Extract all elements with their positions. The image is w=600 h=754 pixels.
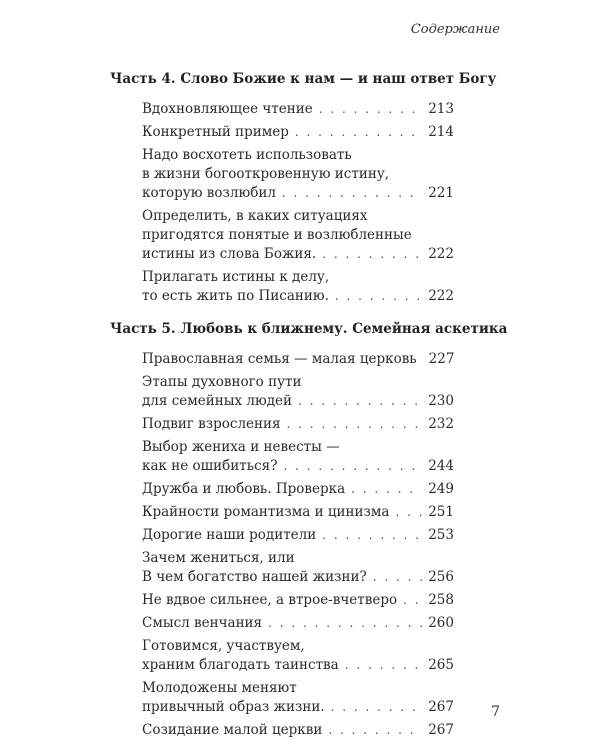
toc-entry xyxy=(142,373,454,411)
dot-leader xyxy=(373,568,423,587)
toc-entry xyxy=(142,637,454,675)
entry-page-number: 265 xyxy=(428,657,454,673)
entry-title-line: привычный образ жизни. xyxy=(142,699,325,715)
toc-entry xyxy=(142,679,454,717)
dot-leader xyxy=(268,614,422,633)
toc-entry xyxy=(142,614,454,633)
entry-page-number: 267 xyxy=(428,722,454,738)
entry-title-line: В чем богатство нашей жизни? xyxy=(142,569,367,585)
entry-page-number: 251 xyxy=(428,504,454,520)
dot-leader xyxy=(328,721,422,740)
entry-last-line xyxy=(142,184,454,203)
entry-page-number: 253 xyxy=(428,527,454,543)
entry-last-line xyxy=(142,350,454,369)
entry-title-line: как не ошибиться? xyxy=(142,458,278,474)
entry-page-number: 244 xyxy=(428,458,454,474)
entry-title-line: Крайности романтизма и цинизма xyxy=(142,504,390,520)
entry-last-line xyxy=(142,526,454,545)
entry-title-line: истины из слова Божия. xyxy=(142,246,317,262)
entry-title-line: Зачем жениться, или xyxy=(142,550,295,566)
dot-leader xyxy=(322,526,422,545)
entry-title-line: Смысл венчания xyxy=(142,615,263,631)
toc-entry xyxy=(142,526,454,545)
toc-part xyxy=(110,320,508,740)
toc-entry-list xyxy=(142,100,454,306)
entry-title-line: то есть жить по Писанию. xyxy=(142,288,329,304)
entry-last-line xyxy=(142,100,454,119)
toc-entry xyxy=(142,415,454,434)
dot-leader xyxy=(283,457,422,476)
toc-entry xyxy=(142,549,454,587)
dot-leader xyxy=(351,480,422,499)
entry-last-line xyxy=(142,721,454,740)
entry-last-line xyxy=(142,614,454,633)
toc-entry xyxy=(142,100,454,119)
entry-last-line xyxy=(142,656,454,675)
entry-last-line xyxy=(142,457,454,476)
entry-page-number: 230 xyxy=(428,393,454,409)
entry-title-line: в жизни богооткровенную истину, xyxy=(142,166,390,182)
toc-entry xyxy=(142,146,454,203)
entry-page-number: 222 xyxy=(428,246,454,262)
dot-leader xyxy=(345,656,423,675)
dot-leader xyxy=(322,245,422,264)
entry-title-line: Созидание малой церкви xyxy=(142,722,323,738)
entry-title-line: Готовимся, участвуем, xyxy=(142,638,305,654)
entry-last-line xyxy=(142,503,454,522)
toc-entry xyxy=(142,123,454,142)
entry-last-line xyxy=(142,287,454,306)
part-heading: Часть 5. Любовь к ближнему. Семейная аскетика xyxy=(110,321,508,337)
entry-page-number: 267 xyxy=(428,699,454,715)
entry-title-line: Не вдвое сильнее, а втрое-вчетверо xyxy=(142,592,398,608)
entry-title-line: Подвиг взросления xyxy=(142,416,281,432)
entry-title-line: Этапы духовного пути xyxy=(142,374,302,390)
entry-page-number: 221 xyxy=(428,185,454,201)
toc-entry xyxy=(142,591,454,610)
entry-title-line: Молодожены меняют xyxy=(142,680,297,696)
entry-page-number: 258 xyxy=(428,592,454,608)
toc-entry xyxy=(142,207,454,264)
toc-entry xyxy=(142,480,454,499)
entry-title-line: Прилагать истины к делу, xyxy=(142,269,330,285)
entry-title-line: Конкретный пример xyxy=(142,124,289,140)
toc-entry xyxy=(142,268,454,306)
entry-title-line: для семейных людей xyxy=(142,393,293,409)
entry-title-line: пригодятся понятые и возлюбленные xyxy=(142,227,412,243)
entry-title-line: Православная семья — малая церковь xyxy=(142,351,417,367)
dot-leader xyxy=(335,287,422,306)
toc-entry-list xyxy=(142,350,454,740)
entry-title-line: Вдохновляющее чтение xyxy=(142,101,313,117)
entry-page-number: 256 xyxy=(428,569,454,585)
entry-last-line xyxy=(142,698,454,717)
entry-page-number: 232 xyxy=(428,416,454,432)
toc-entry xyxy=(142,438,454,476)
entry-page-number: 227 xyxy=(428,351,455,367)
dot-leader xyxy=(287,415,423,434)
dot-leader xyxy=(395,503,422,522)
entry-title-line: Выбор жениха и невесты — xyxy=(142,439,340,455)
entry-title-line: Надо восхотеть использовать xyxy=(142,147,352,163)
entry-page-number: 249 xyxy=(428,481,454,497)
part-heading: Часть 4. Слово Божие к нам — и наш ответ Богу xyxy=(110,71,497,87)
entry-last-line xyxy=(142,591,454,610)
entry-title-line: Определить, в каких ситуациях xyxy=(142,208,368,224)
page-number: 7 xyxy=(491,704,500,720)
toc-part xyxy=(110,70,497,306)
entry-last-line xyxy=(142,415,454,434)
entry-page-number: 222 xyxy=(428,288,454,304)
entry-title-line: Дорогие наши родители xyxy=(142,527,317,543)
entry-last-line xyxy=(142,480,454,499)
dot-leader xyxy=(295,123,422,142)
table-of-contents xyxy=(110,70,508,754)
dot-leader xyxy=(282,184,422,203)
toc-entry xyxy=(142,350,454,369)
entry-title-line: Дружба и любовь. Проверка xyxy=(142,481,346,497)
entry-last-line xyxy=(142,568,454,587)
entry-title-line: храним благодать таинства xyxy=(142,657,339,673)
entry-last-line xyxy=(142,123,454,142)
entry-page-number: 213 xyxy=(428,101,454,117)
entry-page-number: 214 xyxy=(428,124,454,140)
entry-last-line xyxy=(142,392,454,411)
toc-entry xyxy=(142,721,454,740)
dot-leader xyxy=(319,100,422,119)
toc-entry xyxy=(142,503,454,522)
entry-last-line xyxy=(142,245,454,264)
dot-leader xyxy=(298,392,422,411)
entry-title-line: которую возлюбил xyxy=(142,185,276,201)
entry-page-number: 260 xyxy=(428,615,454,631)
running-head: Содержание xyxy=(410,22,500,37)
dot-leader xyxy=(331,698,423,717)
dot-leader xyxy=(403,591,422,610)
